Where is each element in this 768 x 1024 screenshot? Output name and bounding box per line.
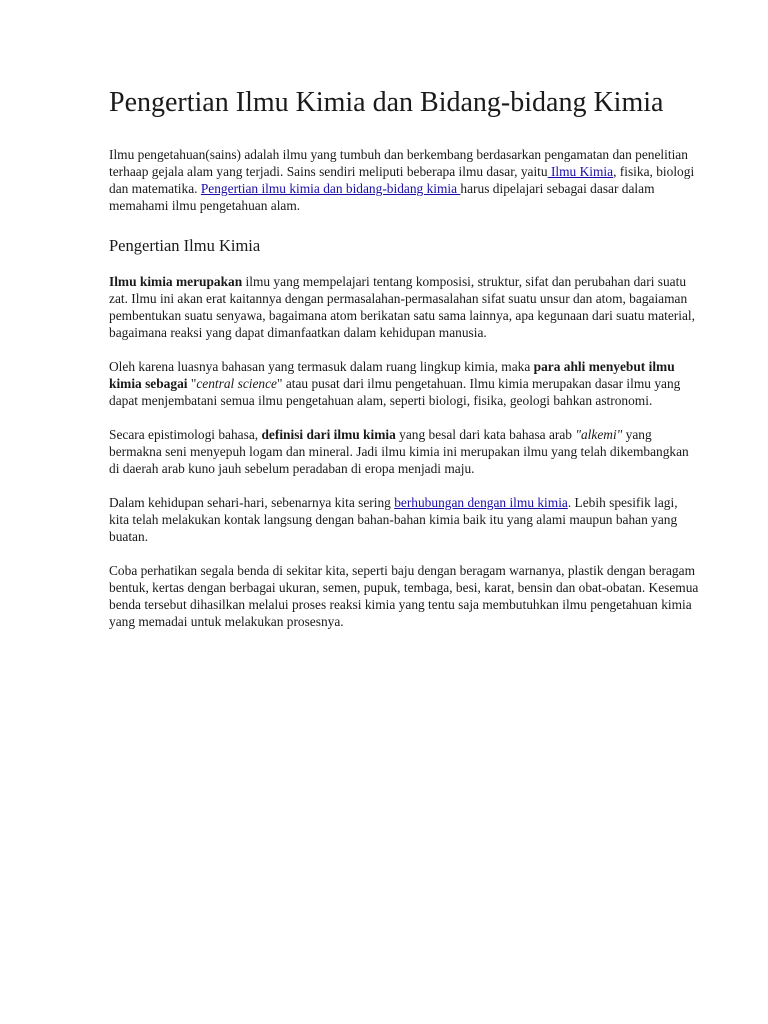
intro-text-2: , fisika, biologi dan matematika. <box>109 164 695 196</box>
p2-text-2: " <box>187 376 197 391</box>
intro-paragraph <box>109 146 699 214</box>
ilmu-kimia-link[interactable]: Ilmu Kimia <box>547 164 614 179</box>
italic-central-science: central science <box>196 376 278 391</box>
p3-text-3: yang bermakna seni menyepuh logam dan mineral. Jadi ilmu kimia ini merupakan ilmu yang telah dikembangkan di daerah arab kuno jauh sebelum peradaban di eropa menjadi maju. <box>109 427 689 476</box>
section-heading: Pengertian Ilmu Kimia <box>109 236 261 255</box>
p4-text-1: Dalam kehidupan sehari-hari, sebenarnya kita sering <box>109 495 395 510</box>
intro-text-1: Ilmu pengetahuan(sains) adalah ilmu yang tumbuh dan berkembang berdasarkan pengamatan dan penelitian terhaap gejala alam yang terjadi. Sains sendiri meliputi beberapa ilmu dasar, yaitu <box>109 147 688 179</box>
bold-para-ahli: para ahli menyebut ilmu kimia sebagai <box>109 359 675 391</box>
paragraph-examples <box>109 562 699 630</box>
p3-text-1: Secara epistimologi bahasa, <box>109 427 262 442</box>
paragraph-etymology <box>109 426 699 477</box>
p2-text-1: Oleh karena luasnya bahasan yang termasuk dalam ruang lingkup kimia, maka <box>109 359 534 374</box>
bold-definisi: definisi dari ilmu kimia <box>261 427 396 442</box>
paragraph-central-science <box>109 358 699 409</box>
paragraph-definition-text: ilmu yang mempelajari tentang komposisi, struktur, sifat dan perubahan dari suatu zat. Ilmu ini akan erat kaitannya dengan permasalahan-permasalahan sifat suatu unsur dan atom, bagaiaman pembentukan suatu senyawa, bagaimana atom berikatan satu sama lainnya, apa kegunaan dari suatu material, bagaimana reaksi yang dapat dimanfaatkan dalam kehidupan manusia. <box>109 274 695 340</box>
berhubungan-ilmu-kimia-link[interactable]: berhubungan dengan ilmu kimia <box>394 495 568 510</box>
bold-ilmu-kimia-merupakan: Ilmu kimia merupakan <box>109 274 243 289</box>
intro-text-3: harus dipelajari sebagai dasar dalam memahami ilmu pengetahuan alam. <box>109 181 655 213</box>
p5-text-1: Coba perhatikan segala benda di sekitar kita, seperti baju dengan beragam warnanya, plastik dengan beragam bentuk, kertas dengan berbagai ukuran, semen, pupuk, tembaga, besi, karat, bensin dan obat-obatan. Kesemua benda tersebut dihasilkan melalui proses reaksi kimia yang tentu saja membutuhkan ilmu pengetahuan kimia yang memadai untuk melakukan prosesnya. <box>109 563 699 629</box>
italic-alkemi: "alkemi" <box>575 427 623 442</box>
paragraph-daily-life <box>109 494 699 545</box>
page-title: Pengertian Ilmu Kimia dan Bidang-bidang Kimia <box>109 87 664 118</box>
paragraph-definition <box>109 273 699 341</box>
pengertian-ilmu-kimia-link[interactable]: Pengertian ilmu kimia dan bidang-bidang kimia <box>200 181 461 196</box>
p2-text-3: " atau pusat dari ilmu pengetahuan. Ilmu kimia merupakan dasar ilmu yang dapat menjembatani semua ilmu pengetahuan alam, seperti biologi, fisika, geologi bahkan astronomi. <box>109 376 681 408</box>
p4-text-2: . Lebih spesifik lagi, kita telah melakukan kontak langsung dengan bahan-bahan kimia baik itu yang alami maupun bahan yang buatan. <box>109 495 678 544</box>
document-page <box>109 86 699 647</box>
p3-text-2: yang besal dari kata bahasa arab <box>395 427 576 442</box>
